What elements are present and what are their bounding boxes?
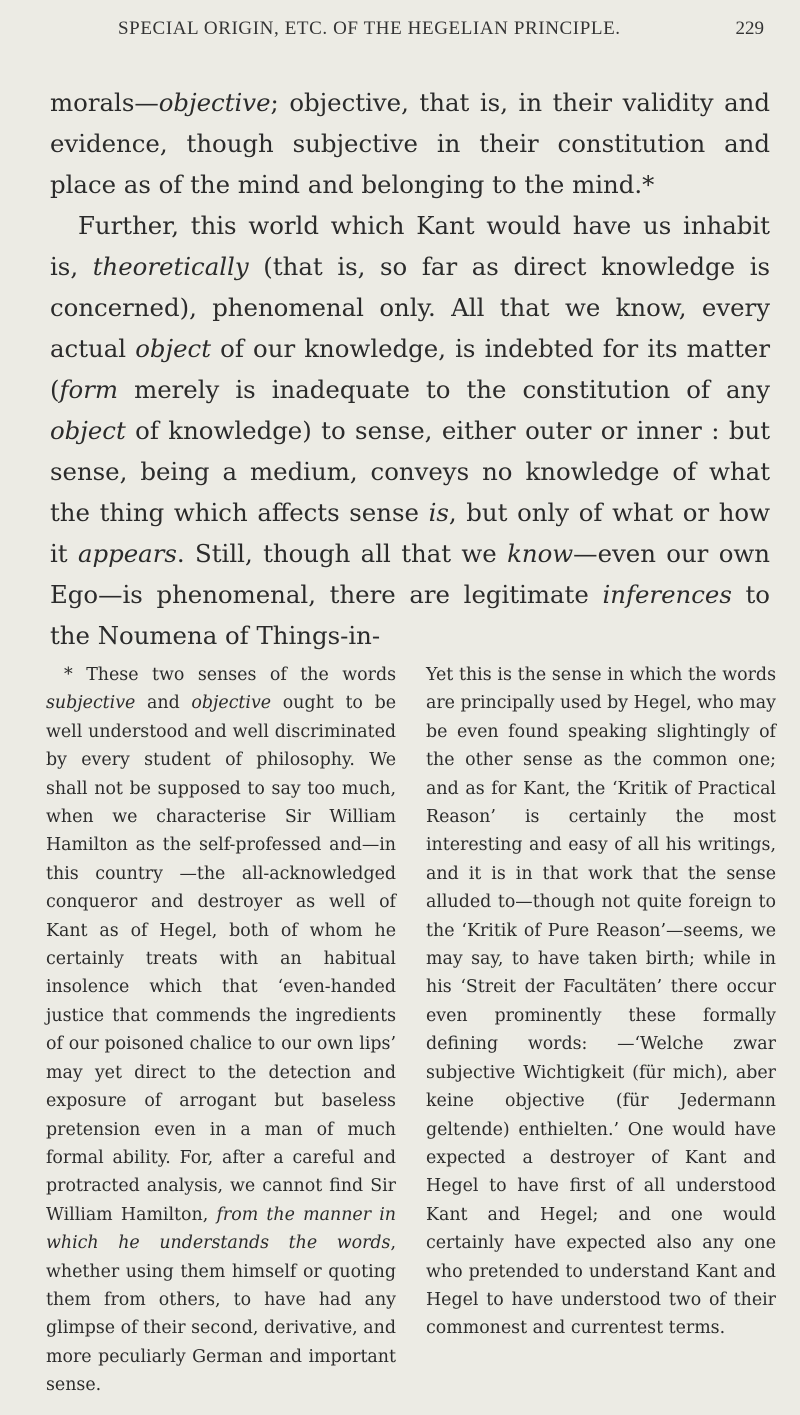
text-segment: —even our own Ego—is phenomenal, there are legitimate <box>50 539 770 609</box>
text-segment: merely is inadequate to the constitution of any <box>118 375 770 404</box>
text-segment: , whether using them himself or quoting them from others, to have had any glimpse of their second, derivative, and more peculiarly German and important sense. <box>46 1233 396 1396</box>
text-segment: and <box>135 693 192 714</box>
text-segment: Yet this is the sense in which the words are principally used by Hegel, who may be even found speaking slightingly of the other sense as the common one; and as for Kant, the ‘Kritik of Practical Reason’ is certainly the most interesting and easy of all his writings, and it is in that work that the sense alluded to—though not quite foreign to the ‘Kritik of Pure Reason’—seems, we may say, to have taken birth; while in his ‘Streit der Facultäten’ there occur even prominently these formally defining words: —‘Welche zwar subjective Wichtigkeit (für mich), aber keine objective (für Jedermann geltende) enthielten.’ One would have expected a destroyer of Kant and Hegel to have first of all understood Kant and Hegel; and one would certainly have expected also any one who pretended to understand Kant and Hegel to have understood two of their commonest and currentest terms. <box>426 665 776 1339</box>
footnote-column-left <box>46 661 396 1400</box>
text-segment-italic: objective <box>191 693 272 714</box>
text-segment-italic: know <box>507 539 574 568</box>
text-segment: of knowledge) to sense, either outer or inner : but sense, being a medium, conveys no knowledge of what the thing which affects sense <box>50 416 770 527</box>
text-segment-italic: subjective <box>46 693 136 714</box>
footnote-text-left <box>46 661 396 1400</box>
text-segment: (that is, so far as direct knowledge is concerned), phenomenal only. All that we know, every actual <box>50 252 771 363</box>
running-head <box>0 14 800 44</box>
footnote-text-right <box>426 661 776 1343</box>
text-segment-italic: form <box>59 375 119 404</box>
running-head-title: SPECIAL ORIGIN, ETC. OF THE HEGELIAN PRINCIPLE. <box>118 18 621 39</box>
footnote-area <box>46 661 776 1401</box>
text-segment: * These two senses of the words <box>64 665 396 685</box>
main-text <box>50 82 770 656</box>
text-segment: Further, this world which Kant would have us inhabit is, <box>50 211 770 281</box>
text-segment: ; objective, that is, in their validity and evidence, though subjective in their constitution and place as of the mind and belonging to the mind.* <box>50 88 770 199</box>
text-segment-italic: object <box>135 334 211 363</box>
text-segment-italic: is <box>428 498 449 527</box>
text-segment-italic: objective <box>158 88 271 117</box>
text-segment: , but only of what or how it <box>50 498 770 568</box>
text-segment: of our knowledge, is indebted for its matter ( <box>50 334 771 404</box>
text-segment: . Still, though all that we <box>176 539 508 568</box>
paragraph-continuation <box>50 82 770 205</box>
text-segment-italic: appears <box>77 539 177 568</box>
text-segment-italic: theoretically <box>92 252 249 281</box>
footnote-column-right <box>426 661 776 1343</box>
text-segment-italic: from the manner in which he understands the words <box>46 1204 396 1254</box>
text-segment: morals— <box>50 88 159 117</box>
text-segment-italic: inferences <box>602 580 732 609</box>
text-segment-italic: object <box>50 416 126 445</box>
page-number: 229 <box>735 18 764 39</box>
paragraph-further <box>50 205 770 656</box>
text-segment: ought to be well understood and well discriminated by every student of philosophy. We shall not be supposed to say too much, when we characterise Sir William Hamilton as the self-professed and—in this country —the all-acknowledged conqueror and destroyer as well of Kant as of Hegel, both of whom he certainly treats with an habitual insolence which that ‘even-handed justice that commends the ingredients of our poisoned chalice to our own lips’ may yet direct to the detection and exposure of arrogant but baseless pretension even in a man of much formal ability. For, after a careful and protracted analysis, we cannot find Sir William Hamilton, <box>46 693 396 1225</box>
text-segment: to the Noumena of Things-in- <box>50 580 770 650</box>
